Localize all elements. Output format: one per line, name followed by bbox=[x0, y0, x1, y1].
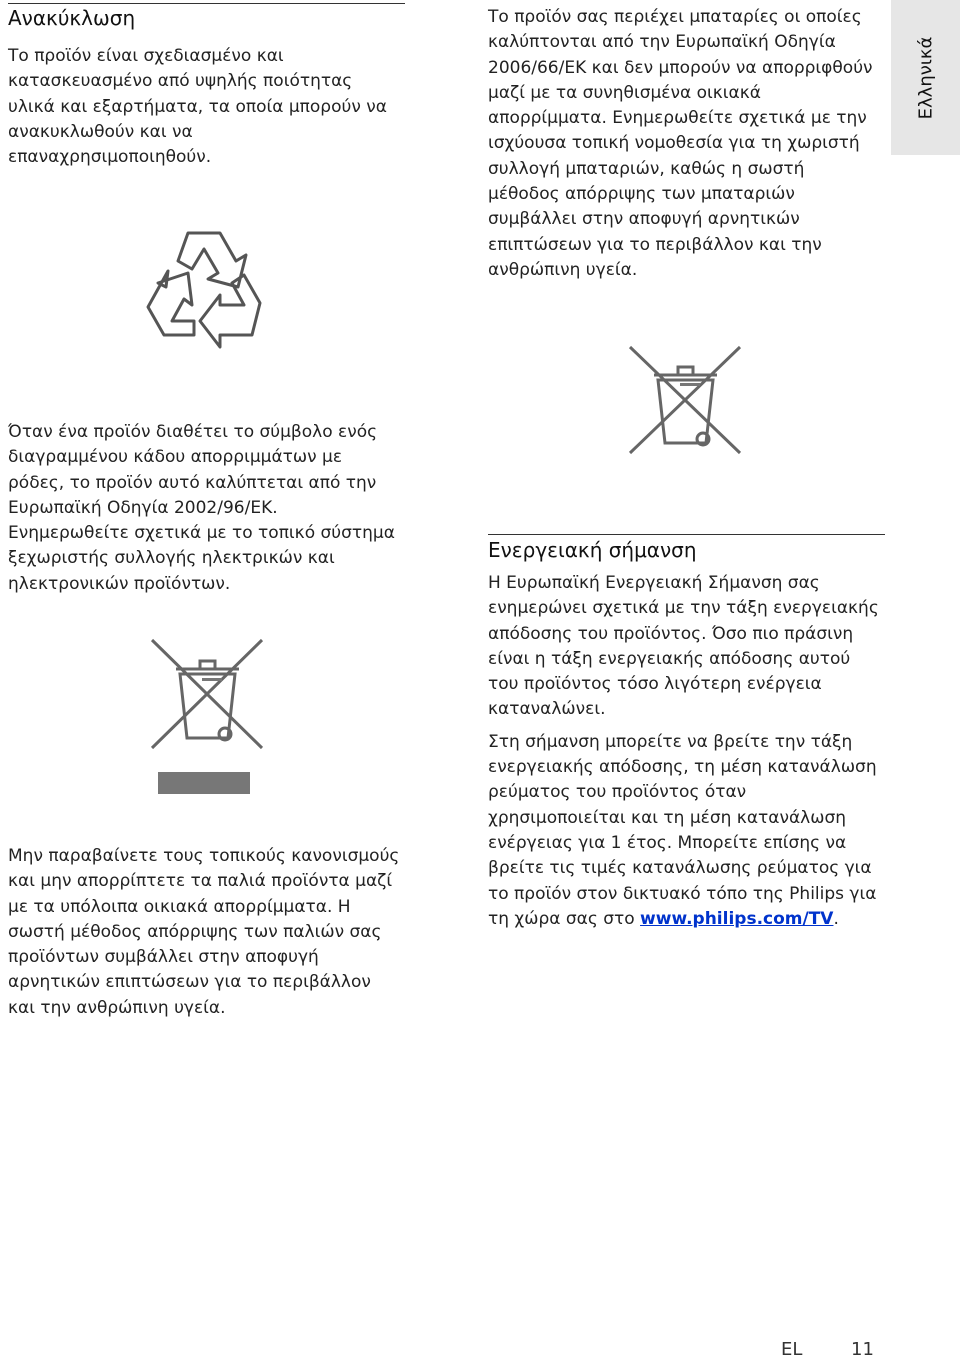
crossed-bin-icon bbox=[628, 345, 743, 455]
energy-heading: Ενεργειακή σήμανση bbox=[488, 538, 697, 562]
crossed-bin-with-bar-icon bbox=[150, 636, 265, 798]
energy-section bbox=[488, 538, 883, 932]
energy-para-2 bbox=[488, 730, 883, 932]
disposal-section bbox=[8, 844, 403, 1021]
recycle-icon bbox=[140, 225, 270, 353]
recycling-section bbox=[8, 6, 398, 170]
philips-website-link[interactable]: www.philips.com/TV bbox=[640, 908, 834, 929]
weee-section bbox=[8, 420, 403, 597]
energy-para-2-end: . bbox=[833, 908, 839, 929]
batteries-text: Το προϊόν σας περιέχει μπαταρίες οι οποίες καλύπτονται από την Ευρωπαϊκή Οδηγία 2006/66/ΕΚ και δεν μπορούν να απορριφθούν μαζί με τα συνηθισμένα οικιακά απορρίμματα. Ενημερωθείτε σχετικά με την ισχύουσα τοπική νομοθεσία για τη χωριστή συλλογή μπαταριών, καθώς η σωστή μέθοδος απόρριψης των μπαταριών συμβάλλει στην αποφυγή αρνητικών επιπτώσεων για το περιβάλλον και την ανθρώπινη υγεία. bbox=[488, 7, 873, 280]
disposal-text: Μην παραβαίνετε τους τοπικούς κανονισμούς και μην απορρίπτετε τα παλιά προϊόντα μαζί με τα υπόλοιπα οικιακά απορρίμματα. Η σωστή μέθοδος απόρριψης των παλιών σας προϊόντων συμβάλλει στην αποφυγή αρνητικών επιπτώσεων για το περιβάλλον και την ανθρώπινη υγεία. bbox=[8, 846, 400, 1018]
footer-language: EL bbox=[781, 1339, 803, 1360]
page-number: 11 bbox=[851, 1339, 874, 1360]
language-tab-label: Ελληνικά bbox=[915, 36, 936, 119]
energy-para-2-text: Στη σήμανση μπορείτε να βρείτε την τάξη ενεργειακής απόδοσης, τη μέση κατανάλωση ρεύματος του προϊόντος όταν χρησιμοποιείται και τη μέση κατανάλωση ενέργειας για 1 έτος. Μπορείτε επίσης να βρείτε τις τιμές κατανάλωσης ρεύματος για το προϊόν στον δικτυακό τόπο της Philips για τη χώρα σας στο bbox=[488, 731, 877, 929]
energy-heading-rule bbox=[488, 534, 885, 535]
energy-para-1: Η Ευρωπαϊκή Ενεργειακή Σήμανση σας ενημερώνει σχετικά με την τάξη ενεργειακής απόδοσης του προϊόντος. Όσο πιο πράσινη είναι η τάξη ενεργειακής απόδοσης αυτού του προϊόντος τόσο λιγότερη ενέργεια καταναλώνει. bbox=[488, 573, 879, 720]
recycling-text: Το προϊόν είναι σχεδιασμένο και κατασκευασμένο από υψηλής ποιότητας υλικά και εξαρτήματα, τα οποία μπορούν να ανακυκλωθούν και να επαναχρησιμοποιηθούν. bbox=[8, 46, 387, 168]
recycling-heading: Ανακύκλωση bbox=[8, 6, 136, 30]
left-top-rule bbox=[8, 3, 405, 4]
batteries-section bbox=[488, 5, 880, 283]
weee-text: Όταν ένα προϊόν διαθέτει το σύμβολο ενός διαγραμμένου κάδου απορριμμάτων με ρόδες, το προϊόν αυτό καλύπτεται από την Ευρωπαϊκή Οδηγία 2002/96/ΕΚ. Ενημερωθείτε σχετικά με το τοπικό σύστημα ξεχωριστής συλλογής ηλεκτρικών και ηλεκτρονικών προϊόντων. bbox=[8, 422, 395, 594]
language-tab bbox=[891, 0, 960, 155]
